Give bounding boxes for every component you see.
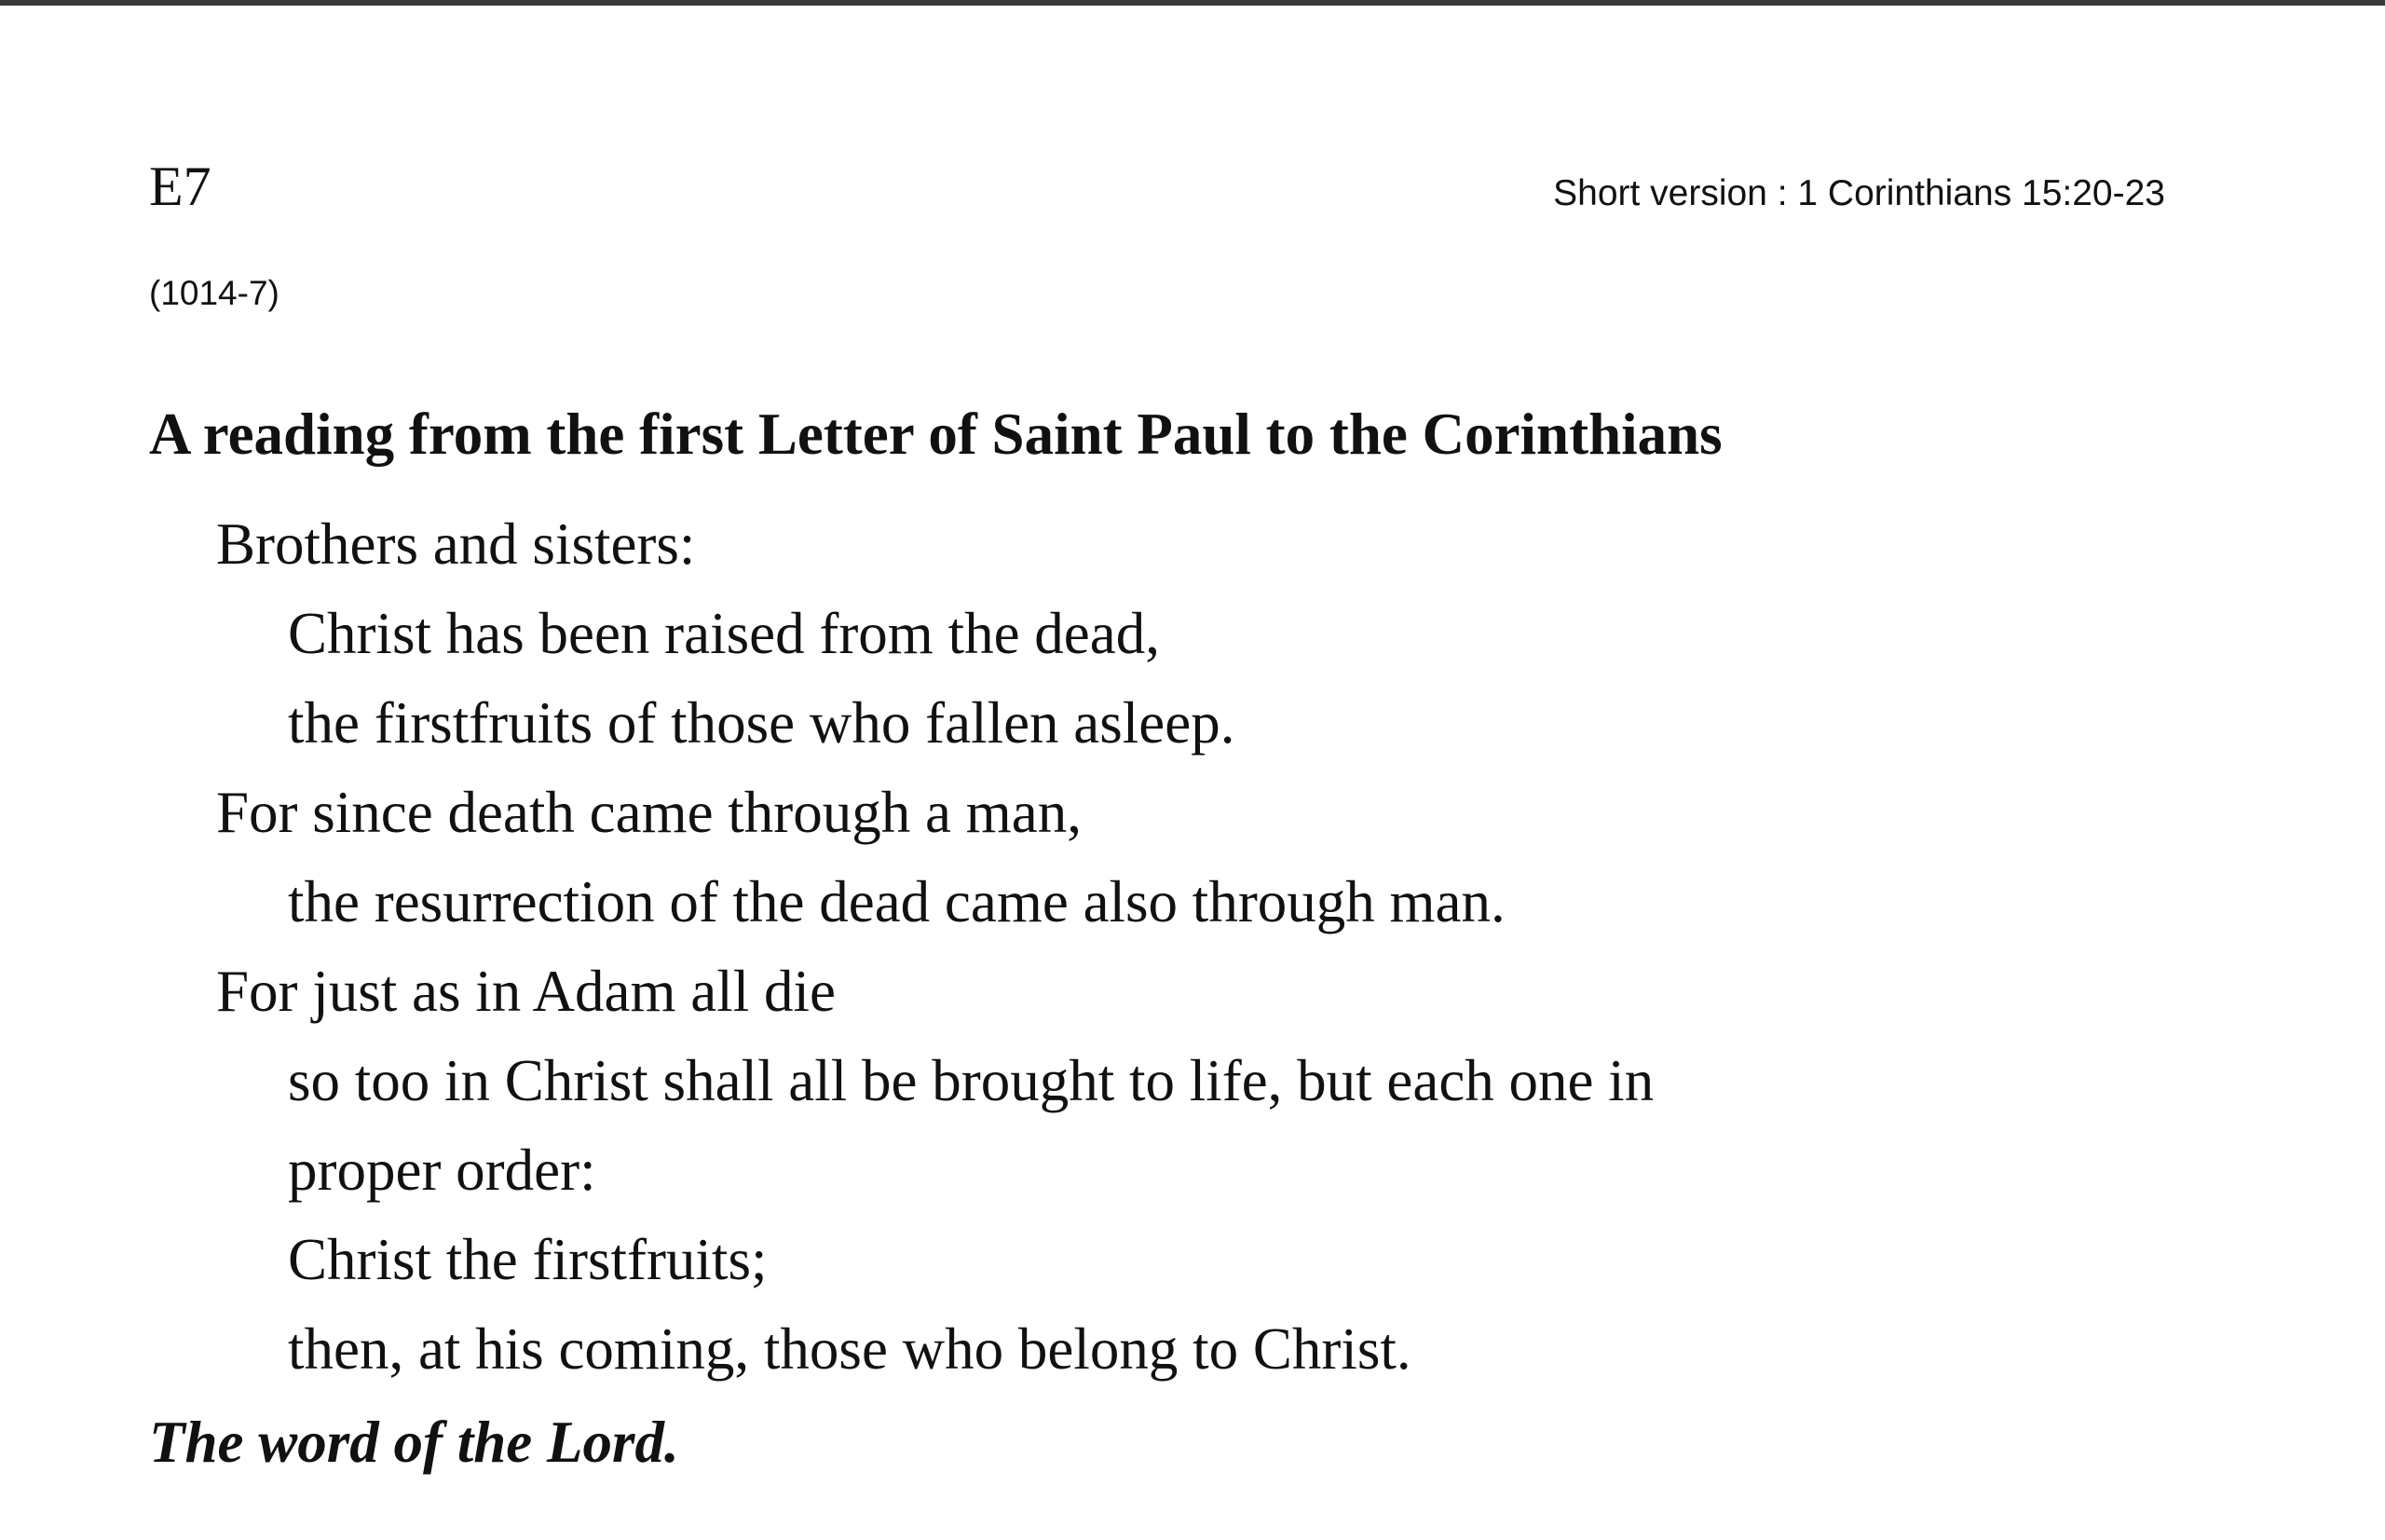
reading-line: For just as in Adam all die	[216, 959, 836, 1024]
reading-line: Brothers and sisters:	[216, 511, 696, 577]
top-border-rule	[0, 0, 2385, 6]
reading-line: Christ has been raised from the dead,	[288, 601, 1160, 666]
reading-line: the firstfruits of those who fallen asleep.	[288, 690, 1235, 756]
reading-line: then, at his coming, those who belong to Christ.	[288, 1316, 1411, 1382]
reference-number: (1014-7)	[149, 274, 279, 312]
reading-text	[0, 499, 1654, 1394]
reading-title: A reading from the first Letter of Saint Paul to the Corinthians	[149, 402, 1723, 467]
reading-line: so too in Christ shall all be brought to life, but each one in	[288, 1048, 1655, 1113]
reading-line: the resurrection of the dead came also through man.	[288, 869, 1506, 934]
reading-line: Christ the firstfruits;	[288, 1227, 768, 1292]
closing-acclamation: The word of the Lord.	[149, 1410, 679, 1475]
reading-line: proper order:	[288, 1138, 596, 1203]
reading-code: E7	[149, 156, 211, 217]
scripture-citation: Short version : 1 Corinthians 15:20-23	[1553, 173, 2165, 213]
reading-line: For since death came through a man,	[216, 780, 1082, 845]
